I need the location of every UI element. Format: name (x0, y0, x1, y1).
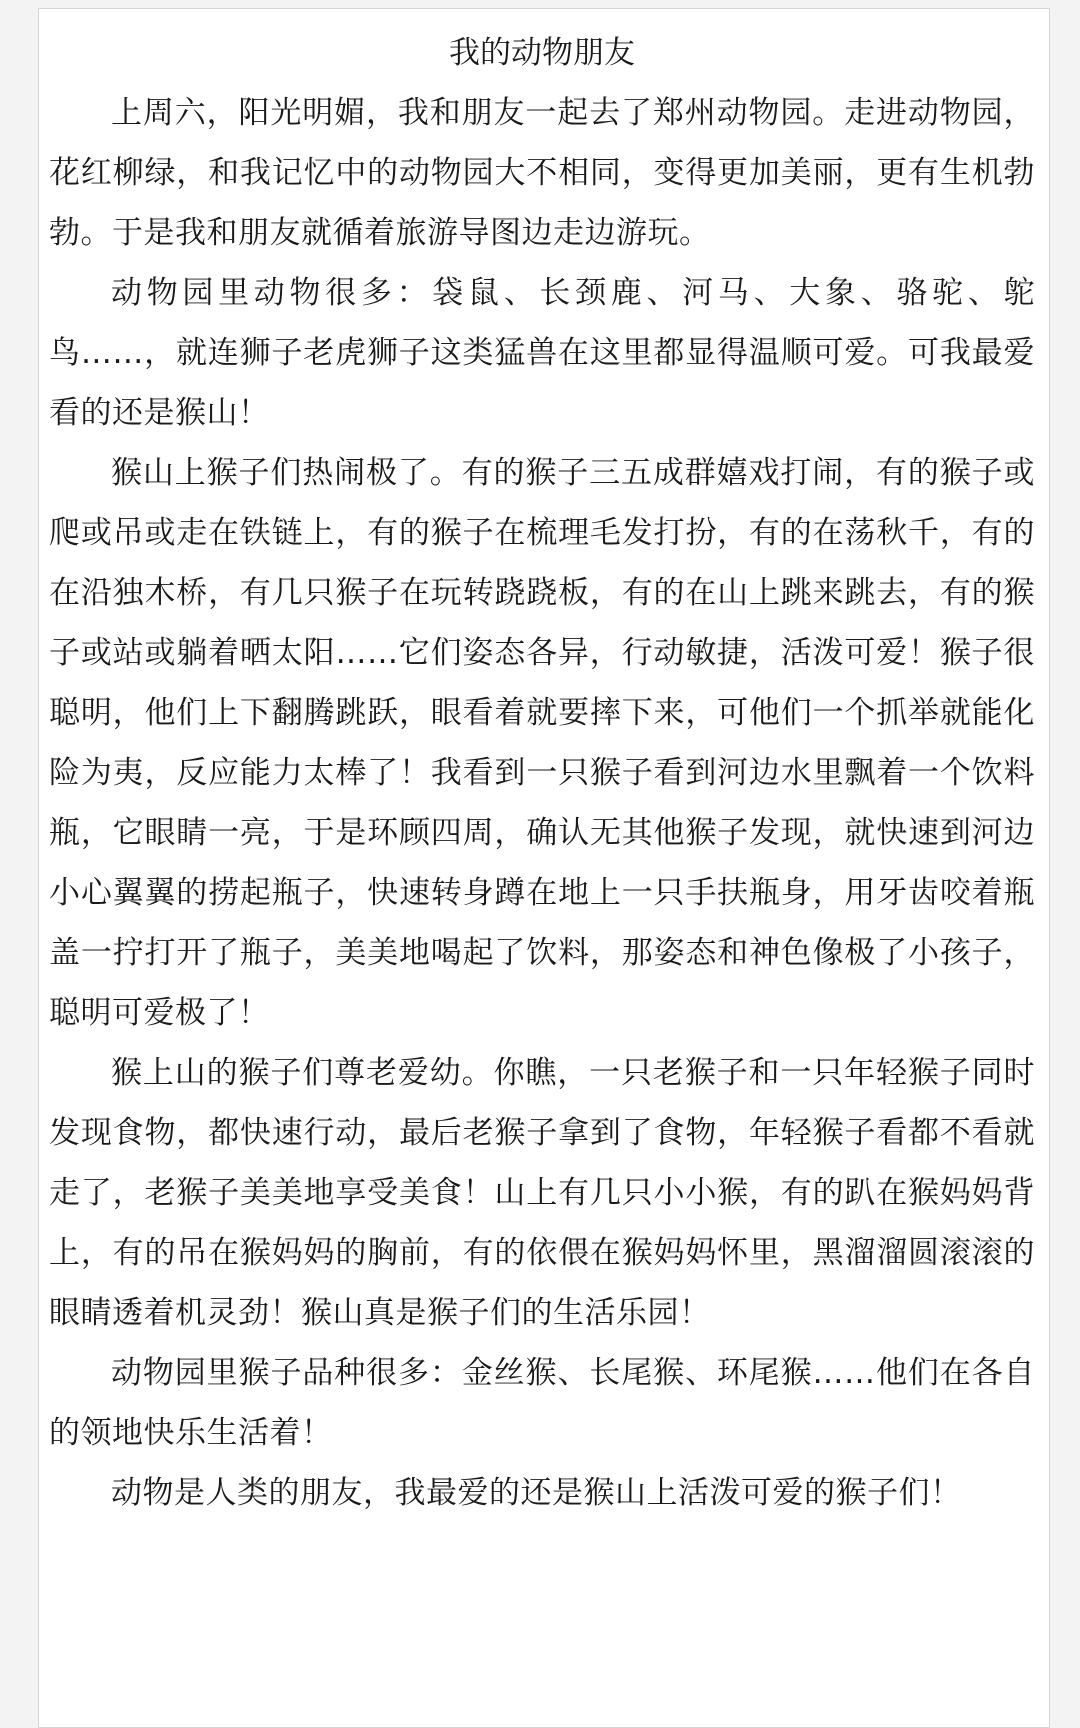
paragraph-1: 上周六，阳光明媚，我和朋友一起去了郑州动物园。走进动物园，花红柳绿，和我记忆中的动物园大不相同，变得更加美丽，更有生机勃勃。于是我和朋友就循着旅游导图边走边游玩。 (49, 95, 1035, 251)
paragraph-6: 动物是人类的朋友，我最爱的还是猴山上活泼可爱的猴子们！ (111, 1475, 962, 1511)
paragraph-3: 猴山上猴子们热闹极了。有的猴子三五成群嬉戏打闹，有的猴子或爬或吊或走在铁链上，有的猴子在梳理毛发打扮，有的在荡秋千，有的在沿独木桥，有几只猴子在玩转跷跷板，有的在山上跳来跳去，有的猴子或站或躺着晒太阳……它们姿态各异，行动敏捷，活泼可爱！猴子很聪明，他们上下翻腾跳跃，眼看着就要摔下来，可他们一个抓举就能化险为夷，反应能力太棒了！我看到一只猴子看到河边水里飘着一个饮料瓶，它眼睛一亮，于是环顾四周，确认无其他猴子发现，就快速到河边小心翼翼的捞起瓶子，快速转身蹲在地上一只手扶瓶身，用牙齿咬着瓶盖一拧打开了瓶子，美美地喝起了饮料，那姿态和神色像极了小孩子，聪明可爱极了！ (49, 455, 1035, 1031)
essay-title: 我的动物朋友 (449, 35, 635, 71)
paragraph-5: 动物园里猴子品种很多：金丝猴、长尾猴、环尾猴……他们在各自的领地快乐生活着！ (49, 1355, 1035, 1451)
paragraph-2: 动物园里动物很多：袋鼠、长颈鹿、河马、大象、骆驼、鸵鸟……，就连狮子老虎狮子这类猛兽在这里都显得温顺可爱。可我最爱看的还是猴山！ (49, 275, 1035, 431)
document-page (38, 8, 1050, 1728)
paragraph-4: 猴上山的猴子们尊老爱幼。你瞧，一只老猴子和一只年轻猴子同时发现食物，都快速行动，最后老猴子拿到了食物，年轻猴子看都不看就走了，老猴子美美地享受美食！山上有几只小小猴，有的趴在猴妈妈背上，有的吊在猴妈妈的胸前，有的依偎在猴妈妈怀里，黑溜溜圆滚滚的眼睛透着机灵劲！猴山真是猴子们的生活乐园！ (49, 1055, 1035, 1331)
